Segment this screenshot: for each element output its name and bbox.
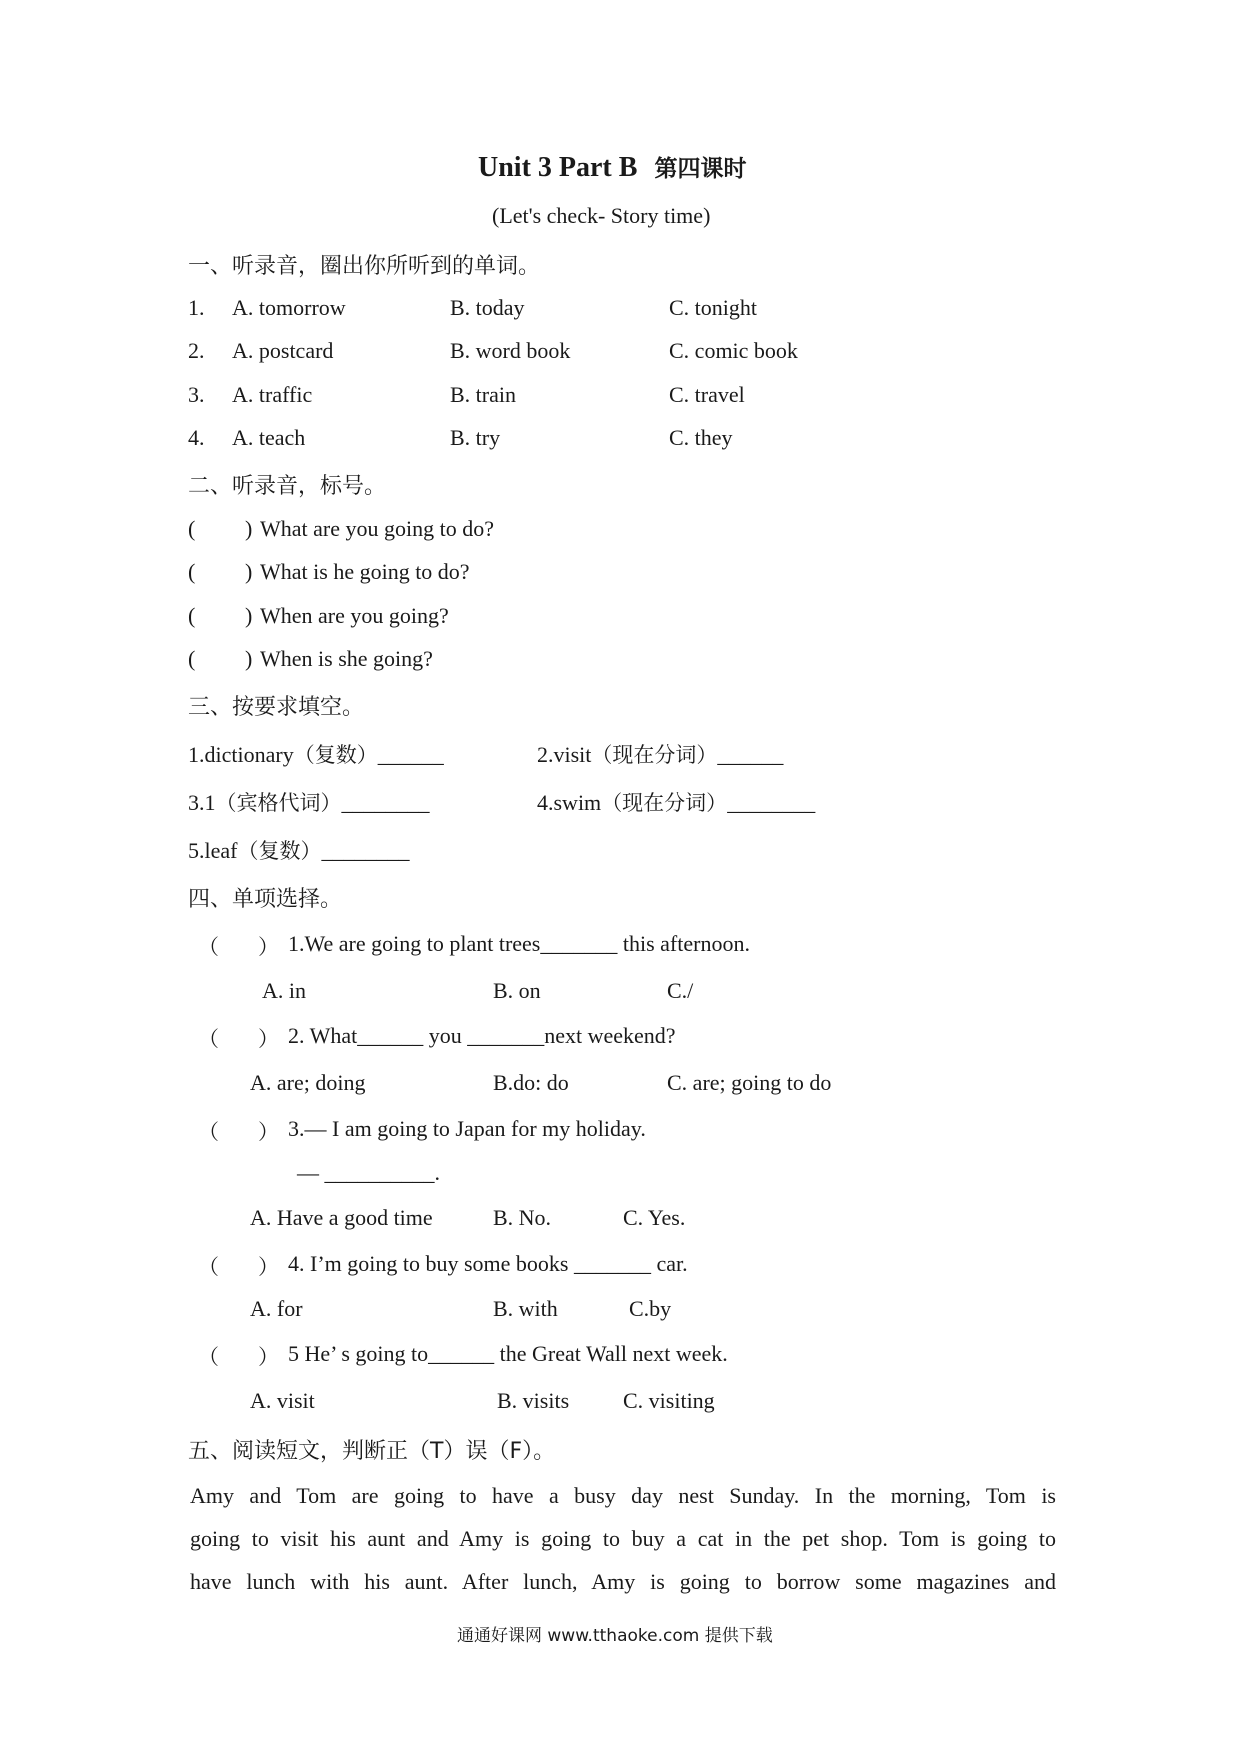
s2-item-1-paren-close: ) [245,516,253,541]
s4-q4-option-c: C.by [629,1296,672,1321]
s4-q3-text: 3.— I am going to Japan for my holiday. [288,1116,646,1141]
s1-item-1-option-b: B. today [450,295,525,320]
title-en: Unit 3 Part B [478,152,638,183]
s4-q1-paren-open: （ [198,935,219,959]
s4-q1-text: 1.We are going to plant trees_______ this afternoon. [288,931,750,956]
s1-item-2-option-b: B. word book [450,338,571,363]
page-footer: 通通好课网 www.tthaoke.com 提供下载 [457,1626,773,1646]
s3-item-1-hint: （复数） [293,743,378,767]
s4-q5-paren-close: ） [258,1345,279,1369]
s1-item-2-option-a: A. postcard [232,338,334,363]
s2-item-2-text: What is he going to do? [260,559,470,584]
s4-q4-paren-open: （ [198,1255,219,1279]
s3-item-4-word: 4.swim [537,790,602,815]
s4-q1-paren-close: ） [258,935,279,959]
s4-q3-reply: — __________. [297,1160,440,1185]
s4-q2-option-a: A. are; doing [250,1070,366,1095]
section-2-heading: 二、听录音，标号。 [188,474,387,499]
s3-item-5-word: 5.leaf [188,838,238,863]
s2-item-3-paren-close: ) [245,603,253,628]
s3-item-1-word: 1.dictionary [188,742,294,767]
s1-item-4-option-b: B. try [450,425,501,450]
s1-item-2-option-c: C. comic book [669,338,798,363]
s4-q4-option-a: A. for [250,1296,303,1321]
s4-q2-paren-open: （ [198,1027,219,1051]
s4-q5-option-a: A. visit [250,1388,315,1413]
s4-q1-option-b: B. on [493,978,541,1003]
s1-item-4-num: 4. [188,425,205,450]
s3-item-2 [537,739,783,769]
s3-item-1-blank: ______ [377,742,444,767]
s2-item-2-paren-open: ( [188,559,196,584]
s3-item-3 [188,787,430,817]
s3-item-1 [188,739,444,769]
page-title [478,150,746,184]
s4-q1-option-c: C./ [667,978,694,1003]
s3-item-3-word: 3.1 [188,790,216,815]
s4-q2-text: 2. What______ you _______next weekend? [288,1023,676,1048]
title-cn: 第四课时 [654,156,747,182]
reading-passage-line-1: Amy and Tom are going to have a busy day nest Sunday. In the morning, Tom is [190,1483,1056,1508]
section-3-heading: 三、按要求填空。 [188,695,365,720]
s3-item-4-blank: ________ [727,790,816,815]
s2-item-2-paren-close: ) [245,559,253,584]
s1-item-4-option-c: C. they [669,425,733,450]
s1-item-1-option-c: C. tonight [669,295,758,320]
s4-q5-paren-open: （ [198,1345,219,1369]
s4-q5-option-b: B. visits [497,1388,570,1413]
s2-item-3-text: When are you going? [260,603,449,628]
s3-item-2-word: 2.visit [537,742,592,767]
s3-item-5-blank: ________ [321,838,410,863]
s4-q2-option-b: B.do: do [493,1070,569,1095]
s4-q2-paren-close: ） [258,1027,279,1051]
s3-item-3-blank: ________ [341,790,430,815]
page-subtitle: (Let's check- Story time) [492,203,711,228]
s2-item-1-paren-open: ( [188,516,196,541]
s3-item-5 [188,835,409,865]
s3-item-4 [537,787,815,817]
s3-item-4-hint: （现在分词） [601,791,728,815]
s3-item-2-blank: ______ [717,742,784,767]
s4-q3-option-c: C. Yes. [623,1205,686,1230]
section-1-heading: 一、听录音，圈出你所听到的单词。 [188,254,541,279]
reading-passage-line-3: have lunch with his aunt. After lunch, Amy is going to borrow some magazines and [190,1569,1056,1594]
s3-item-3-hint: （宾格代词） [215,791,342,815]
s1-item-3-num: 3. [188,382,205,407]
s4-q3-option-b: B. No. [493,1205,552,1230]
s4-q3-option-a: A. Have a good time [250,1205,433,1230]
s4-q5-option-c: C. visiting [623,1388,715,1413]
s1-item-4-option-a: A. teach [232,425,306,450]
section-5-heading: 五、阅读短文，判断正（T）误（F）。 [188,1439,556,1464]
s4-q1-option-a: A. in [262,978,306,1003]
s2-item-4-paren-close: ) [245,646,253,671]
s2-item-4-paren-open: ( [188,646,196,671]
s1-item-3-option-b: B. train [450,382,516,407]
s3-item-5-hint: （复数） [237,839,322,863]
s2-item-4-text: When is she going? [260,646,433,671]
s2-item-1-text: What are you going to do? [260,516,494,541]
s3-item-2-hint: （现在分词） [591,743,718,767]
s1-item-1-option-a: A. tomorrow [232,295,346,320]
s4-q3-paren-open: （ [198,1120,219,1144]
section-4-heading: 四、单项选择。 [188,887,343,912]
s2-item-3-paren-open: ( [188,603,196,628]
s4-q3-paren-close: ） [258,1120,279,1144]
s1-item-3-option-c: C. travel [669,382,745,407]
s1-item-3-option-a: A. traffic [232,382,313,407]
s1-item-1-num: 1. [188,295,205,320]
s1-item-2-num: 2. [188,338,205,363]
s4-q2-option-c: C. are; going to do [667,1070,832,1095]
reading-passage-line-2: going to visit his aunt and Amy is going to buy a cat in the pet shop. Tom is going to [190,1526,1056,1551]
s4-q5-text: 5 He’ s going to______ the Great Wall next week. [288,1341,728,1366]
s4-q4-option-b: B. with [493,1296,558,1321]
s4-q4-paren-close: ） [258,1255,279,1279]
s4-q4-text: 4. I’m going to buy some books _______ car. [288,1251,688,1276]
